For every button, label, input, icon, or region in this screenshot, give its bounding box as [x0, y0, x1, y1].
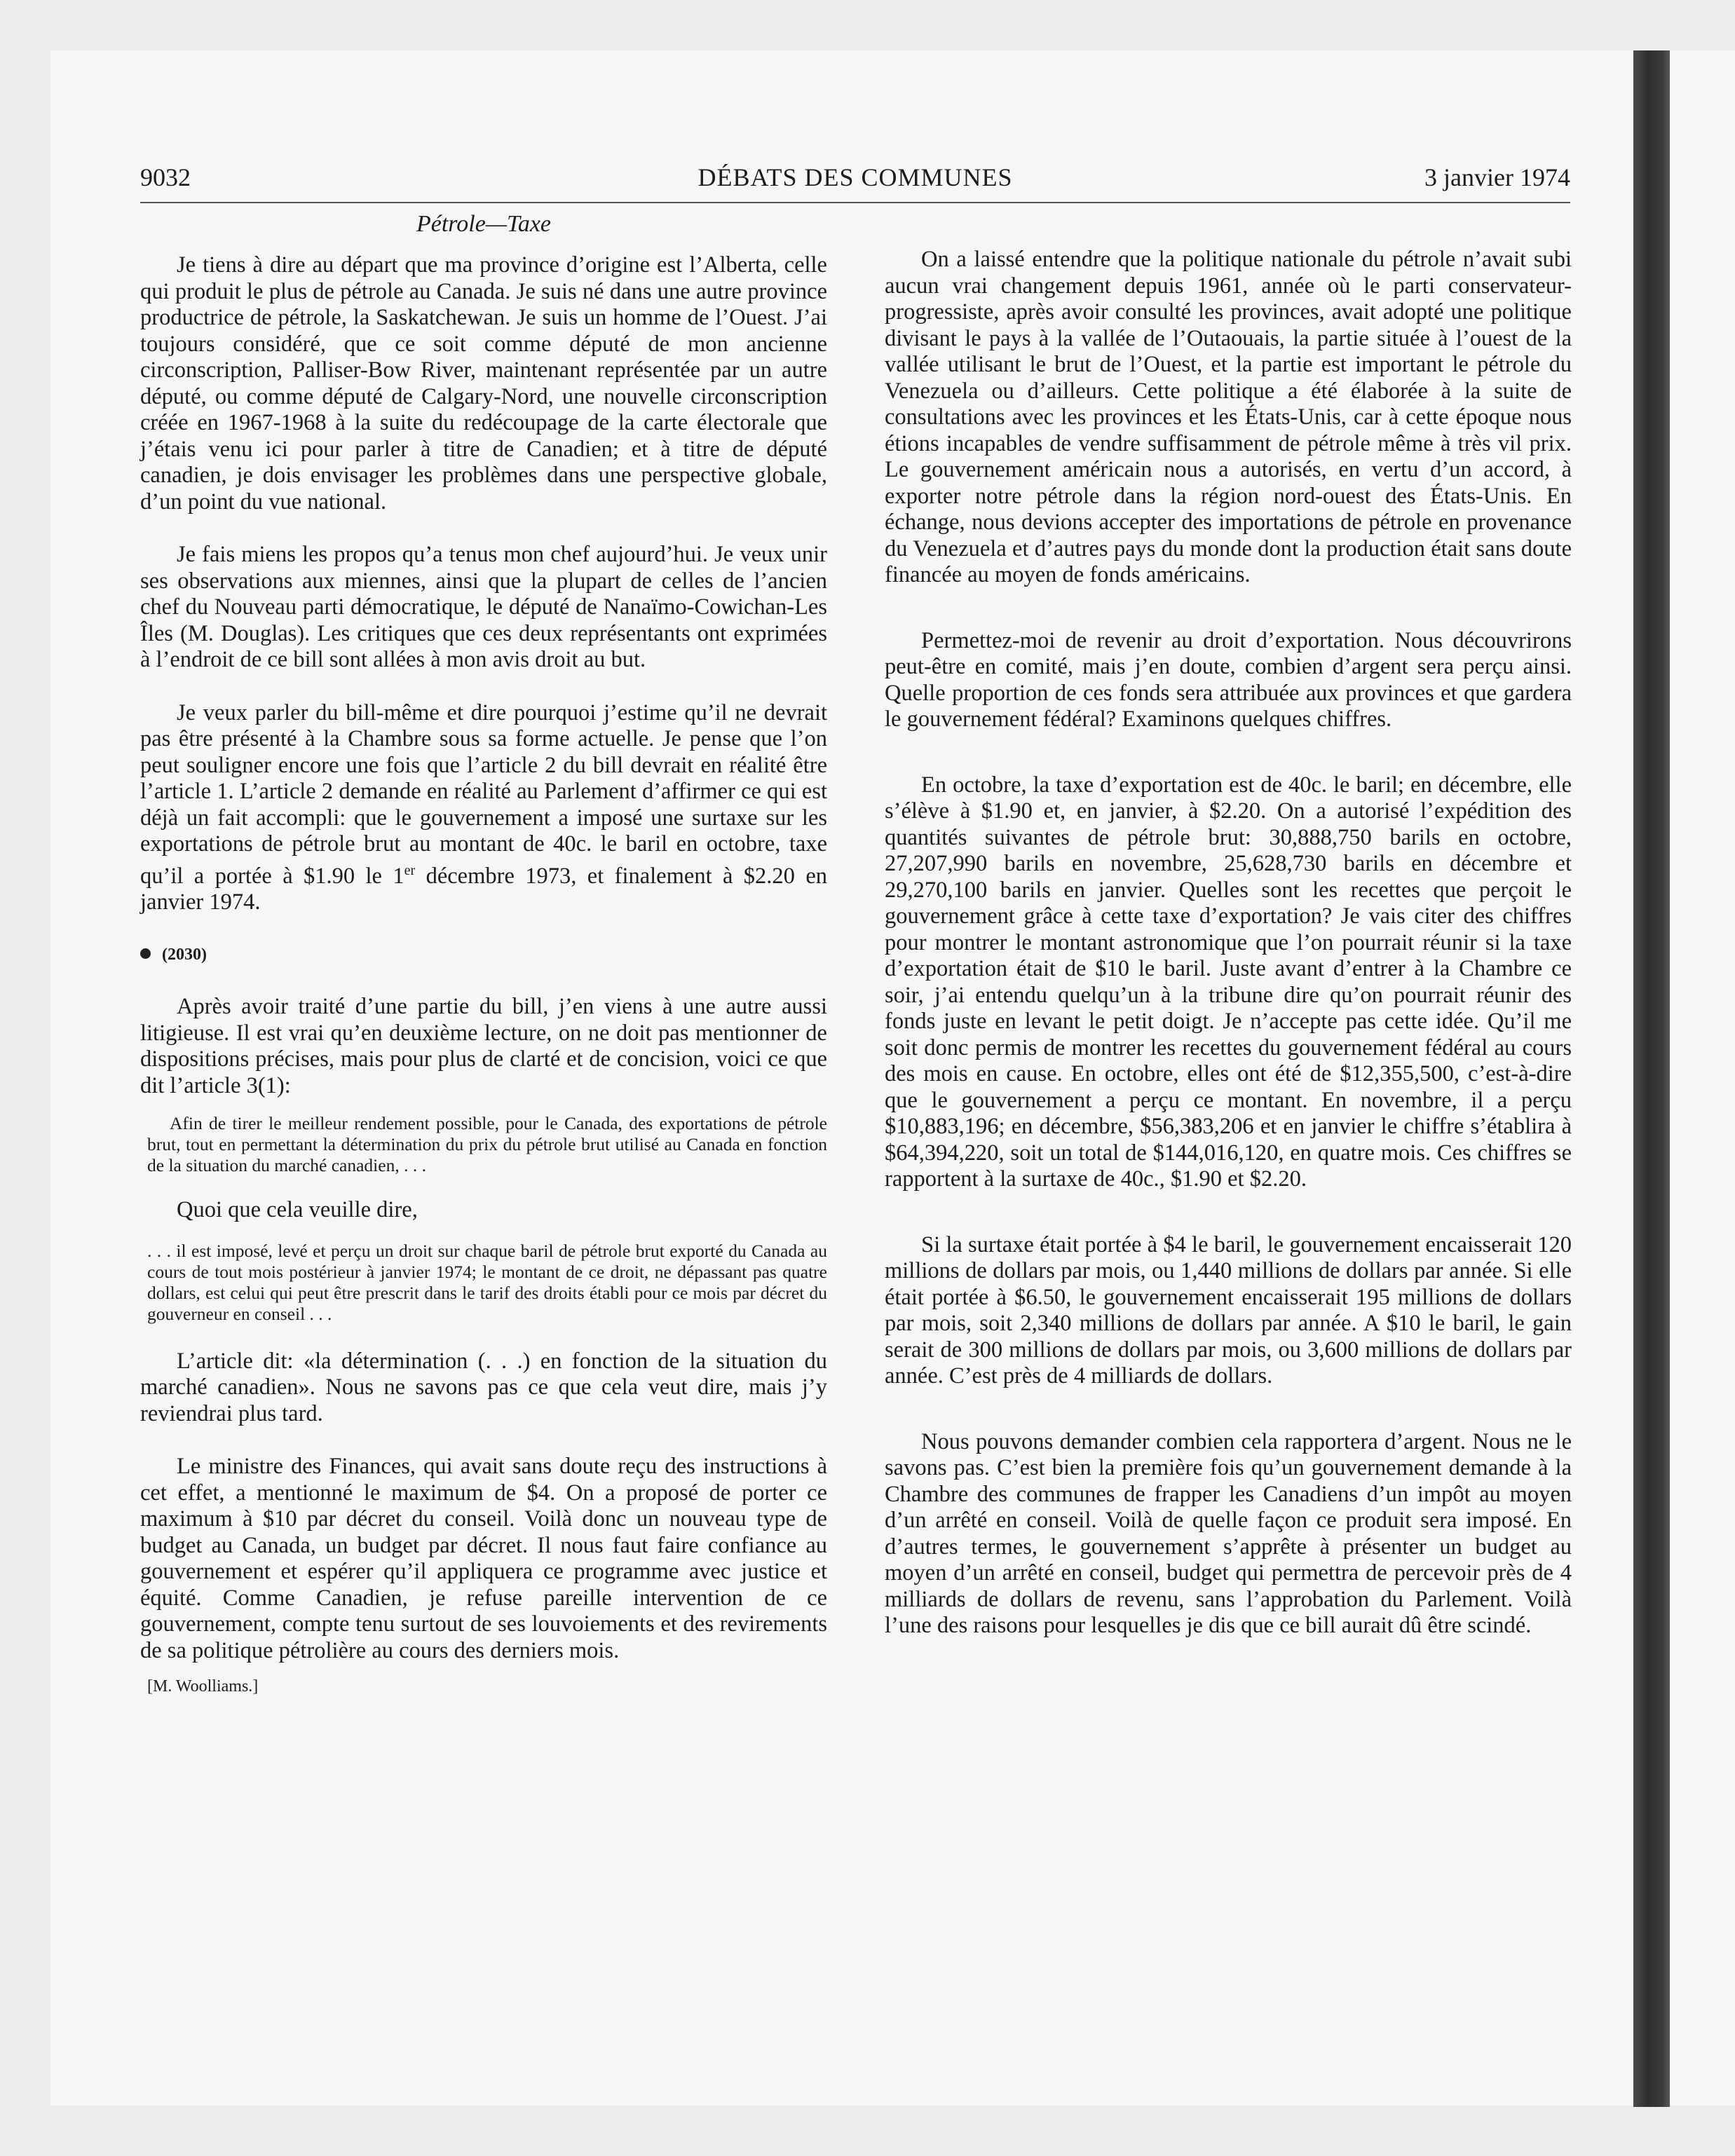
paragraph: L’article dit: «la détermination (. . .) en fonction de la situation du marché canadien». Nous ne savons pas ce que cela veut dire, mais j’y reviendrai plus tard.: [140, 1348, 827, 1426]
superscript: er: [404, 862, 416, 878]
paragraph: Quoi que cela veuille dire,: [177, 1197, 418, 1223]
scan-binding-edge: [1633, 50, 1670, 2107]
publication-title: DÉBATS DES COMMUNES: [698, 163, 1013, 191]
paragraph: Je tiens à dire au départ que ma province d’origine est l’Alberta, celle qui produit le plus de pétrole au Canada. Je suis né dans une autre province productrice de pétrole, la Saskatchewan. Je suis un homme de l’Ouest. J’ai toujours considéré, que ce soit comme député de mon ancienne circonscription, Palliser-Bow River, maintenant représentée par un autre député, ou comme député de Calgary-Nord, une nouvelle circonscription créée en 1967-1968 à la suite du redécoupage de la carte électorale que j’étais venu ici pour parler à titre de Canadien; et à titre de député canadien, je dois envisager les problèmes dans une perspective globale, d’un point du vue national.: [140, 252, 827, 514]
bottom-margin: [0, 2106, 1735, 2156]
paragraph: Je veux parler du bill-même et dire pourquoi j’estime qu’il ne devrait pas être présenté à la Chambre sous sa forme actuelle. Je pense que l’on peut souligner encore une fois que l’article 2 du bill devrait en réalité être l’article 1. L’article 2 demande en réalité au Parlement d’affirmer ce qui est déjà un fait accompli: que le gouvernement a imposé une surtaxe sur les exportations de pétrole brut au montant de 40c. le baril en octobre, taxe qu’il a portée à $1.90 le 1er décembre 1973, et finalement à $2.20 en janvier 1974.: [140, 700, 827, 915]
left-column: [140, 210, 827, 1700]
time-marker: (2030): [140, 942, 827, 967]
paragraph: Si la surtaxe était portée à $4 le baril, le gouvernement encaisserait 120 millions de dollars par mois, ou 1,440 millions de dollars par année. Si elle était portée à $6.50, le gouvernement encaisserait 195 millions de dollars par mois, soit 2,340 millions de dollars par année. A $10 le baril, le gain serait de 300 millions de dollars par mois, ou 3,600 millions de dollars par année. C’est près de 4 milliards de dollars.: [885, 1231, 1572, 1389]
paragraph: On a laissé entendre que la politique nationale du pétrole n’avait subi aucun vrai changement depuis 1961, année où le parti conservateur-progressiste, après avoir consulté les provinces, avait adopté une politique divisant le pays à la vallée de l’Outaouais, la partie située à l’ouest de la vallée utilisant le brut de l’Ouest, et la partie est important le pétrole du Venezuela ou d’ailleurs. Cette politique a été élaborée à la suite de consultations avec les provinces et les États-Unis, car à cette époque nous étions incapables de vendre suffisamment de pétrole même à très vil prix. Le gouvernement américain nous a autorisés, en vertu d’un accord, à exporter notre pétrole dans la région nord-ouest des États-Unis. En échange, nous devions accepter des importations de pétrole en provenance du Venezuela et d’autres pays du monde dont la production était sans doute financée au moyen de fonds américains.: [885, 247, 1572, 587]
bullet-icon: [140, 948, 151, 959]
paragraph: Nous pouvons demander combien cela rapportera d’argent. Nous ne le savons pas. C’est bien la première fois qu’un gouvernement demande à la Chambre des communes de frapper les Canadiens d’un impôt au moyen d’un arrêté en conseil. Voilà de quelle façon ce produit sera imposé. En d’autres termes, le gouvernement s’apprête à présenter un budget au moyen d’un arrêté en conseil, budget qui permettra de percevoir près de 4 milliards de dollars de revenu, sans l’approbation du Parlement. Voilà l’une des raisons pour lesquelles je dis que ce bill aurait dû être scindé.: [885, 1428, 1572, 1638]
paragraph: Je fais miens les propos qu’a tenus mon chef aujourd’hui. Je veux unir ses observations aux miennes, ainsi que la plupart de celles de l’ancien chef du Nouveau parti démocratique, le député de Nanaïmo-Cowichan-Les Îles (M. Douglas). Les critiques que ces deux représentants ont exprimées à l’endroit de ce bill sont allées à mon avis droit au but.: [140, 542, 827, 672]
speaker-attribution: [M. Woolliams.]: [147, 1677, 259, 1696]
paragraph: Le ministre des Finances, qui avait sans doute reçu des instructions à cet effet, a mentionné le maximum de $4. On a proposé de porter ce maximum à $10 par décret du conseil. Voilà donc un nouveau type de budget au Canada, un budget par décret. Il nous faut faire confiance au gouvernement et espérer qu’il appliquera ce programme avec justice et équité. Comme Canadien, je refuse pareille intervention de ce gouvernement, compte tenu surtout de ses louvoiements et des revirements de sa politique pétrolière au cours des derniers mois.: [140, 1454, 827, 1663]
paragraph: Après avoir traité d’une partie du bill, j’en viens à une autre aussi litigieuse. Il est vrai qu’en deuxième lecture, on ne doit pas mentionner de dispositions précises, mais pour plus de clarté et de concision, voici ce que dit l’article 3(1):: [140, 994, 827, 1098]
paragraph: Permettez-moi de revenir au droit d’exportation. Nous découvrirons peut-être en comité, mais j’en doute, combien d’argent sera perçu ainsi. Quelle proportion de ces fonds sera attribuée aux provinces et que gardera le gouvernement fédéral? Examinons quelques chiffres.: [885, 627, 1572, 732]
left-margin: [0, 0, 50, 2156]
block-quote: Afin de tirer le meilleur rendement possible, pour le Canada, des exportations de pétrole brut, tout en permettant la détermination du prix du pétrole brut utilisé au Canada en fonction de la situation du marché canadien, . . .: [147, 1113, 827, 1176]
top-margin: [0, 0, 1735, 50]
page-number: 9032: [140, 163, 191, 191]
right-column: [885, 210, 1572, 1639]
page-header: [140, 160, 1570, 203]
subject-heading: Pétrole—Taxe: [416, 211, 551, 237]
page-date: 3 janvier 1974: [1424, 163, 1570, 191]
paragraph: En octobre, la taxe d’exportation est de 40c. le baril; en décembre, elle s’élève à $1.90 et, en janvier, à $2.20. On a autorisé l’expédition des quantités suivantes de pétrole brut: 30,888,750 barils en octobre, 27,207,990 barils en novembre, 25,628,730 barils en décembre et 29,270,100 barils en janvier. Quelles sont les recettes que perçoit le gouvernement grâce à cette taxe d’exportation? Je vais citer des chiffres pour montrer le montant astronomique que l’on pourrait réunir si la taxe d’exportation était de $10 le baril. Juste avant d’entrer à la Chambre ce soir, j’ai entendu quelqu’un à la tribune dire qu’on pourrait réunir des fonds juste en levant le petit doigt. Je n’accepte pas cette idée. Qu’il me soit donc permis de montrer les recettes du gouvernement fédéral au cours des mois en cause. En octobre, elles ont été de $12,355,500, c’est-à-dire que le gouvernement a perçu ce montant. En novembre, il a perçu $10,883,196; en décembre, $56,383,206 et en janvier le chiffre s’établira à $64,394,220, soit un total de $144,016,120, en quatre mois. Ces chiffres se rapportent à la surtaxe de 40c., $1.90 et $2.20.: [885, 772, 1572, 1192]
block-quote: . . . il est imposé, levé et perçu un droit sur chaque baril de pétrole brut exporté du Canada au cours de tout mois postérieur à janvier 1974; le montant de ce droit, ne dépassant pas quatre dollars, est celui qui peut être prescrit dans le tarif des droits établi pour ce mois par décret du gouverneur en conseil . . .: [147, 1240, 827, 1324]
